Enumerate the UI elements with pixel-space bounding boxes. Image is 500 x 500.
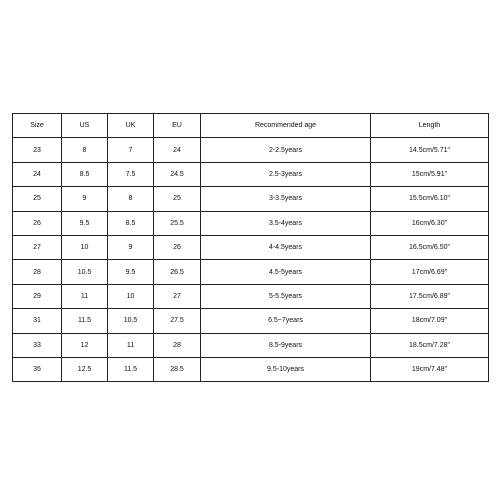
table-row <box>13 211 489 235</box>
header-us: US <box>62 114 108 138</box>
cell-size: 28 <box>13 260 62 284</box>
header-eu: EU <box>154 114 201 138</box>
cell-recommended-age: 2-2.5years <box>201 138 371 162</box>
cell-recommended-age: 4-4.5years <box>201 235 371 259</box>
cell-us: 12 <box>62 333 108 357</box>
cell-eu: 25.5 <box>154 211 201 235</box>
cell-length: 18cm/7.09" <box>371 309 489 333</box>
table-row <box>13 235 489 259</box>
table-row <box>13 162 489 186</box>
cell-us: 11.5 <box>62 309 108 333</box>
cell-length: 17cm/6.69" <box>371 260 489 284</box>
cell-uk: 10 <box>108 284 154 308</box>
cell-length: 16.5cm/6.50" <box>371 235 489 259</box>
cell-size: 23 <box>13 138 62 162</box>
cell-eu: 26.5 <box>154 260 201 284</box>
cell-size: 27 <box>13 235 62 259</box>
cell-length: 18.5cm/7.28" <box>371 333 489 357</box>
cell-recommended-age: 3-3.5years <box>201 187 371 211</box>
table-row <box>13 138 489 162</box>
cell-us: 8.5 <box>62 162 108 186</box>
cell-recommended-age: 3.5-4years <box>201 211 371 235</box>
cell-us: 8 <box>62 138 108 162</box>
cell-size: 24 <box>13 162 62 186</box>
table-row <box>13 260 489 284</box>
cell-size: 35 <box>13 357 62 381</box>
cell-length: 16cm/6.30" <box>371 211 489 235</box>
cell-uk: 11.5 <box>108 357 154 381</box>
cell-recommended-age: 5-5.5years <box>201 284 371 308</box>
cell-us: 10 <box>62 235 108 259</box>
cell-uk: 10.5 <box>108 309 154 333</box>
table-header-row <box>13 114 489 138</box>
table-row <box>13 284 489 308</box>
cell-uk: 8.5 <box>108 211 154 235</box>
cell-eu: 25 <box>154 187 201 211</box>
header-length: Length <box>371 114 489 138</box>
header-size: Size <box>13 114 62 138</box>
cell-us: 10.5 <box>62 260 108 284</box>
cell-size: 25 <box>13 187 62 211</box>
cell-us: 11 <box>62 284 108 308</box>
cell-uk: 9.5 <box>108 260 154 284</box>
cell-eu: 27.5 <box>154 309 201 333</box>
cell-recommended-age: 4.5-5years <box>201 260 371 284</box>
cell-length: 19cm/7.48" <box>371 357 489 381</box>
cell-size: 33 <box>13 333 62 357</box>
cell-length: 15.5cm/6.10" <box>371 187 489 211</box>
cell-recommended-age: 8.5-9years <box>201 333 371 357</box>
cell-recommended-age: 2.5-3years <box>201 162 371 186</box>
cell-size: 29 <box>13 284 62 308</box>
table-body <box>13 138 489 382</box>
cell-uk: 9 <box>108 235 154 259</box>
cell-eu: 24.5 <box>154 162 201 186</box>
size-chart-table <box>12 113 489 382</box>
cell-recommended-age: 6.5~7years <box>201 309 371 333</box>
cell-eu: 24 <box>154 138 201 162</box>
cell-size: 26 <box>13 211 62 235</box>
cell-us: 9.5 <box>62 211 108 235</box>
cell-length: 14.5cm/5.71" <box>371 138 489 162</box>
cell-eu: 28.5 <box>154 357 201 381</box>
cell-length: 17.5cm/6.89" <box>371 284 489 308</box>
cell-uk: 7 <box>108 138 154 162</box>
cell-us: 12.5 <box>62 357 108 381</box>
cell-length: 15cm/5.91" <box>371 162 489 186</box>
cell-us: 9 <box>62 187 108 211</box>
table-row <box>13 357 489 381</box>
cell-uk: 8 <box>108 187 154 211</box>
table-row <box>13 187 489 211</box>
cell-uk: 11 <box>108 333 154 357</box>
table-row <box>13 309 489 333</box>
header-recommended-age: Recommended age <box>201 114 371 138</box>
cell-eu: 27 <box>154 284 201 308</box>
cell-eu: 28 <box>154 333 201 357</box>
table-row <box>13 333 489 357</box>
cell-uk: 7.5 <box>108 162 154 186</box>
cell-recommended-age: 9.5-10years <box>201 357 371 381</box>
header-uk: UK <box>108 114 154 138</box>
cell-size: 31 <box>13 309 62 333</box>
cell-eu: 26 <box>154 235 201 259</box>
